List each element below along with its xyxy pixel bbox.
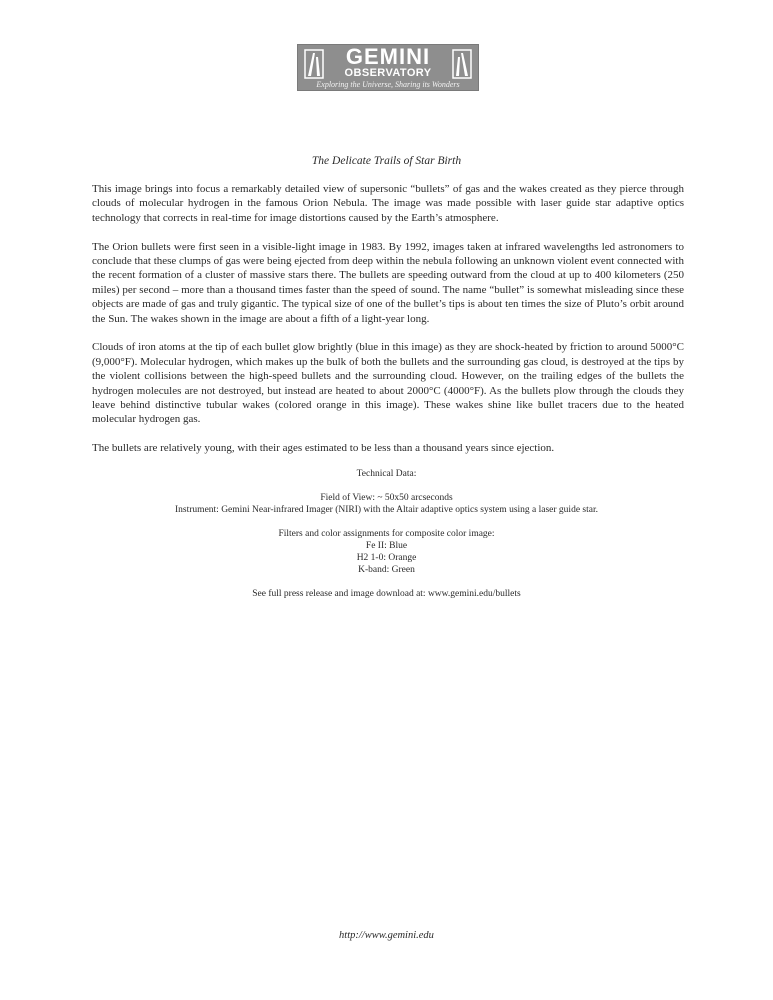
page-title: The Delicate Trails of Star Birth (311, 155, 462, 167)
filter-item: H2 1-0: Orange (356, 553, 417, 563)
footer-url[interactable]: http://www.gemini.edu (339, 930, 434, 941)
technical-heading: Technical Data: (356, 469, 417, 479)
telescope-icon (304, 49, 324, 79)
paragraph: This image brings into focus a remarkably detailed view of supersonic “bullets” of gas and the wakes created as they pierce through clouds of molecular hydrogen in the famous Orion Nebula. The image was made possible with laser guide star adaptive optics technology that corrects in real-time for image distortions caused by the Earth’s atmosphere. (92, 183, 684, 224)
logo-tagline: Exploring the Universe, Sharing its Wonders (316, 80, 460, 89)
instrument: Instrument: Gemini Near-infrared Imager (NIRI) with the Altair adaptive optics system using a laser guide star. (175, 505, 598, 515)
field-of-view: Field of View: ~ 50x50 arcseconds (320, 493, 453, 503)
gemini-observatory-logo (297, 44, 479, 91)
paragraph: The Orion bullets were first seen in a visible-light image in 1983. By 1992, images taken at infrared wavelengths led astronomers to conclude that these clumps of gas were being ejected from deep within the nebula following an unknown violent event connected with the recent formation of a cluster of massive stars there. The bullets are speeding outward from the cloud at up to 400 kilometers (250 miles) per second – more than a thousand times faster than the speed of sound. The name “bullet” is somewhat misleading since these objects are made of gas and truly gigantic. The typical size of one of the bullet’s tips is about ten times the size of Pluto’s orbit around the Sun. The wakes shown in the image are about a fifth of a light-year long. (92, 240, 684, 325)
logo-wordmark: GEMINI (345, 44, 431, 69)
telescope-icon (452, 49, 472, 79)
logo-subword: OBSERVATORY (344, 67, 432, 79)
technical-data (0, 468, 773, 612)
filter-item: K-band: Green (358, 565, 415, 575)
paragraph: The bullets are relatively young, with their ages estimated to be less than a thousand years since ejection. (92, 442, 555, 455)
filters-heading: Filters and color assignments for composite color image: (278, 529, 495, 539)
press-release-note: See full press release and image download at: www.gemini.edu/bullets (252, 589, 521, 599)
filter-item: Fe II: Blue (365, 541, 408, 551)
paragraph: Clouds of iron atoms at the tip of each bullet glow brightly (blue in this image) as they are shock-heated by friction to around 5000°C (9,000°F). Molecular hydrogen, which makes up the bulk of both the bullets and the surrounding gas cloud, is destroyed at the tips by the violent collisions between the high-speed bullets and the surrounding cloud. However, on the trailing edges of the bullets the hydrogen molecules are not destroyed, but instead are heated to about 2000°C (4000°F). As the bullets plow through the clouds they leave behind distinctive tubular wakes (colored orange in this image). These wakes shine like bullet tracers due to the heated molecular hydrogen gas. (92, 341, 684, 426)
article-body (92, 182, 684, 470)
